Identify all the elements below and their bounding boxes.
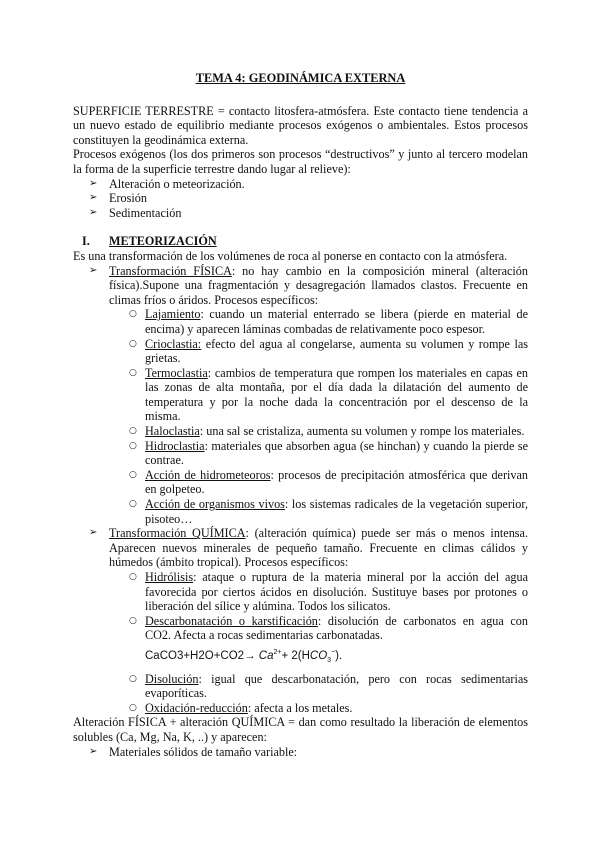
circle-bullet-icon: ○: [129, 615, 137, 626]
circle-bullet-icon: ○: [129, 673, 137, 684]
section-heading: [73, 234, 528, 249]
term: Transformación FÍSICA: [109, 263, 232, 278]
circle-bullet-icon: ○: [129, 309, 137, 320]
list-item: ○ Hidroclastia: materiales que absorben agua (se hinchan) y cuando la pierde se contrae.: [129, 438, 528, 468]
list-item: ➢ Sedimentación: [89, 205, 182, 220]
circle-bullet-icon: ○: [129, 367, 137, 378]
section-intro: Es una transformación de los volúmenes de roca al ponerse en contacto con la atmósfera.: [73, 248, 508, 263]
list-item: ○ Hidrólisis: ataque o ruptura de la materia mineral por la acción del agua favorecida por ciertos ácidos en disolución. Sustituye bases por protones o liberación del sílice y alúmina. Todos los silicatos.: [129, 570, 528, 614]
circle-bullet-icon: ○: [129, 702, 137, 713]
list-item: ○ Crioclastia: efecto del agua al congelarse, aumenta su volumen y rompe las grietas.: [129, 336, 528, 366]
list-item: ➢ Alteración o meteorización.: [89, 176, 245, 191]
quimica-process-list: [109, 570, 528, 715]
list-item: ○ Lajamiento: cuando un material enterrado se libera (pierde en material de encima) y aparecen láminas combadas de relativamente poco espesor.: [129, 307, 528, 336]
circle-bullet-icon: ○: [129, 499, 137, 510]
chemical-formula: CaCO3+H2O+CO2→ $Ca^{2+}+ 2(HCO_3^-)$.: [145, 648, 343, 665]
process-list: [73, 177, 528, 221]
circle-bullet-icon: ○: [129, 572, 137, 582]
closing-list: [73, 745, 528, 760]
document-page: [73, 71, 528, 759]
section-title: METEORIZACIÓN: [109, 234, 217, 249]
circle-bullet-icon: ○: [129, 338, 137, 349]
arrow-bullet-icon: ➢: [89, 745, 98, 757]
closing-paragraph: Alteración FÍSICA + alteración QUÍMICA = dan como resultado la liberación de elementos solubles (Ca, Mg, Na, K, ..) y aparecen:: [73, 715, 528, 745]
fisica-process-list: [109, 307, 528, 526]
term: Transformación QUÍMICA: [109, 526, 246, 541]
arrow-bullet-icon: ➢: [89, 177, 98, 189]
list-item: ○ Descarbonatación o karstificación: disolución de carbonatos en agua con CO2. Afecta a rocas sedimentarias carbonatadas. CaCO3+H2O+CO2→ $Ca^{2+}+ 2(HCO_3^-)$.: [109, 614, 528, 672]
list-item: ○ Acción de organismos vivos: los sistemas radicales de la vegetación superior, pisoteo…: [129, 497, 528, 526]
list-item-quimica: ➢ Transformación QUÍMICA: (alteración química) puede ser más o menos intensa. Aparecen nuevos minerales de pequeño tamaño. Frecuente en climas cálidos y húmedos (ámbito tropical). Procesos específicos: ○ Hidrólisis: ataque o ruptura de la materia mineral por la acción del agua favorecida por ciertos ácidos en disolución. Sustituye bases por protones o liberación del sílice y alúmina. Todos los silicatos. ○ Descarbonatación o karstificación: disolución de carbonatos en agua con CO2. Afecta a rocas sedimentarias carbonatadas. CaCO3+H2O+CO2→ $Ca^{2+}+ 2(HCO_3^-)$. ○ Disolución: igual que descarbonatación, pero con rocas sedimentarias evaporíticas. ○ Oxidación-reducción: afecta a los metales.: [89, 526, 528, 715]
list-item: ➢ Materiales sólidos de tamaño variable:: [89, 744, 298, 759]
arrow-bullet-icon: ➢: [89, 264, 98, 276]
list-item: ○ Haloclastia: una sal se cristaliza, aumenta su volumen y rompe los materiales.: [129, 424, 525, 439]
list-item: ➢ Erosión: [89, 191, 147, 206]
arrow-bullet-icon: ➢: [89, 206, 98, 218]
list-item: ○ Termoclastia: cambios de temperatura que rompen los materiales en capas en las zonas de alta montaña, por el día dada la dilatación del aumento de temperatura y por la noche dada la concentración por el descenso de la misma.: [129, 365, 528, 424]
list-item: ○ Oxidación-reducción: afecta a los metales.: [129, 700, 353, 715]
circle-bullet-icon: ○: [129, 426, 137, 437]
page-title: TEMA 4: GEODINÁMICA EXTERNA: [195, 71, 406, 85]
intro-paragraph: SUPERFICIE TERRESTRE = contacto litosfera-atmósfera. Este contacto tiene tendencia a un nuevo estado de equilibrio mediante procesos exógenos o ambientales. Estos procesos constituyen la geodinámica externa.: [73, 103, 528, 147]
intro-paragraph-2: Procesos exógenos (los dos primeros son procesos “destructivos” y junto al tercero modelan la forma de la superficie terrestre dando lugar al relieve):: [73, 147, 528, 176]
list-item: ○ Acción de hidrometeoros: procesos de precipitación atmosférica que derivan en golpeteo.: [129, 467, 528, 497]
circle-bullet-icon: ○: [129, 469, 137, 480]
arrow-bullet-icon: ➢: [89, 192, 98, 204]
list-item-fisica: ➢ Transformación FÍSICA: no hay cambio en la composición mineral (alteración física).Supone una fragmentación y desagregación llamados clastos. Frecuente en climas fríos o áridos. Procesos específicos: ○ Lajamiento: cuando un material enterrado se libera (pierde en material de encima) y aparecen láminas combadas de relativamente poco espesor. ○ Crioclastia: efecto del agua al congelarse, aumenta su volumen y rompe las grietas. ○ Termoclastia: cambios de temperatura que rompen los materiales en capas en las zonas de alta montaña, por el día dada la dilatación del aumento de temperatura y por la noche dada la concentración por el descenso de la misma. ○ Haloclastia: una sal se cristaliza, aumenta su volumen y rompe los materiales. ○ Hidroclastia: materiales que absorben agua (se hinchan) y cuando la pierde se contrae. ○ Acción de hidrometeoros: procesos de precipitación atmosférica que derivan en golpeteo. ○ Acción de organismos vivos: los sistemas radicales de la vegetación superior, pisoteo…: [89, 263, 528, 526]
section-number: I.: [82, 234, 90, 249]
arrow-bullet-icon: ➢: [89, 527, 98, 539]
circle-bullet-icon: ○: [129, 440, 137, 451]
list-item: ○ Disolución: igual que descarbonatación, pero con rocas sedimentarias evaporíticas.: [129, 671, 528, 701]
transformation-list: [73, 264, 528, 716]
